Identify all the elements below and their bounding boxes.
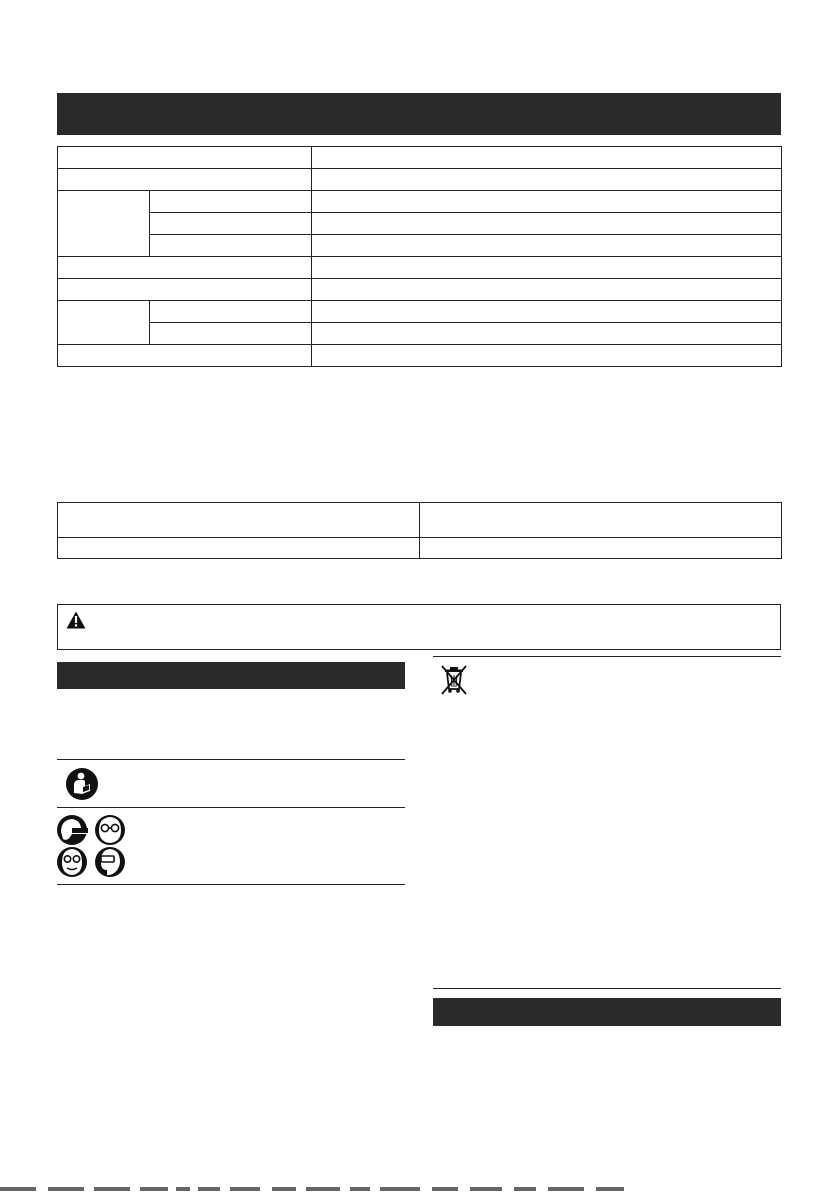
table-row	[58, 147, 782, 169]
table-row	[58, 301, 782, 323]
eye-protection-icon	[52, 812, 132, 880]
spec-label	[58, 169, 312, 191]
table-row	[58, 169, 782, 191]
table-row	[58, 503, 782, 538]
spec-sub-label	[150, 191, 312, 213]
noise-value-cell	[420, 538, 782, 559]
warning-box	[57, 604, 781, 650]
spec-value	[312, 235, 782, 257]
crossed-out-bin-icon	[440, 664, 468, 696]
spec-value	[312, 213, 782, 235]
table-row	[58, 191, 782, 213]
noise-value-cell	[58, 538, 420, 559]
table-row	[58, 257, 782, 279]
cropped-footer-strip	[0, 1186, 660, 1192]
spec-value	[312, 301, 782, 323]
specifications-table	[57, 146, 782, 367]
spec-sub-label	[150, 301, 312, 323]
divider	[57, 807, 405, 808]
spec-value	[312, 191, 782, 213]
divider	[433, 656, 781, 657]
noise-table	[57, 502, 782, 559]
divider	[433, 988, 781, 989]
spec-label	[58, 345, 312, 367]
divider	[57, 884, 405, 885]
spec-group-label	[58, 191, 150, 257]
noise-header-cell	[58, 503, 420, 538]
section-heading-bar	[57, 93, 781, 135]
spec-value	[312, 323, 782, 345]
symbols-heading-bar	[57, 662, 405, 689]
spec-sub-label	[150, 213, 312, 235]
spec-label	[58, 147, 312, 169]
divider	[57, 759, 405, 760]
section-heading-bar-right	[433, 998, 781, 1026]
spec-value	[312, 279, 782, 301]
spec-value	[312, 169, 782, 191]
spec-label	[58, 279, 312, 301]
table-row	[58, 345, 782, 367]
spec-value	[312, 257, 782, 279]
spec-sub-label	[150, 235, 312, 257]
spec-group-label	[58, 301, 150, 345]
read-manual-icon	[66, 768, 98, 800]
spec-value	[312, 147, 782, 169]
noise-header-cell	[420, 503, 782, 538]
table-row	[58, 323, 782, 345]
table-row	[58, 213, 782, 235]
spec-label	[58, 257, 312, 279]
table-row	[58, 235, 782, 257]
spec-value	[312, 345, 782, 367]
table-row	[58, 279, 782, 301]
table-row	[58, 538, 782, 559]
spec-sub-label	[150, 323, 312, 345]
warning-triangle-icon	[66, 611, 86, 629]
